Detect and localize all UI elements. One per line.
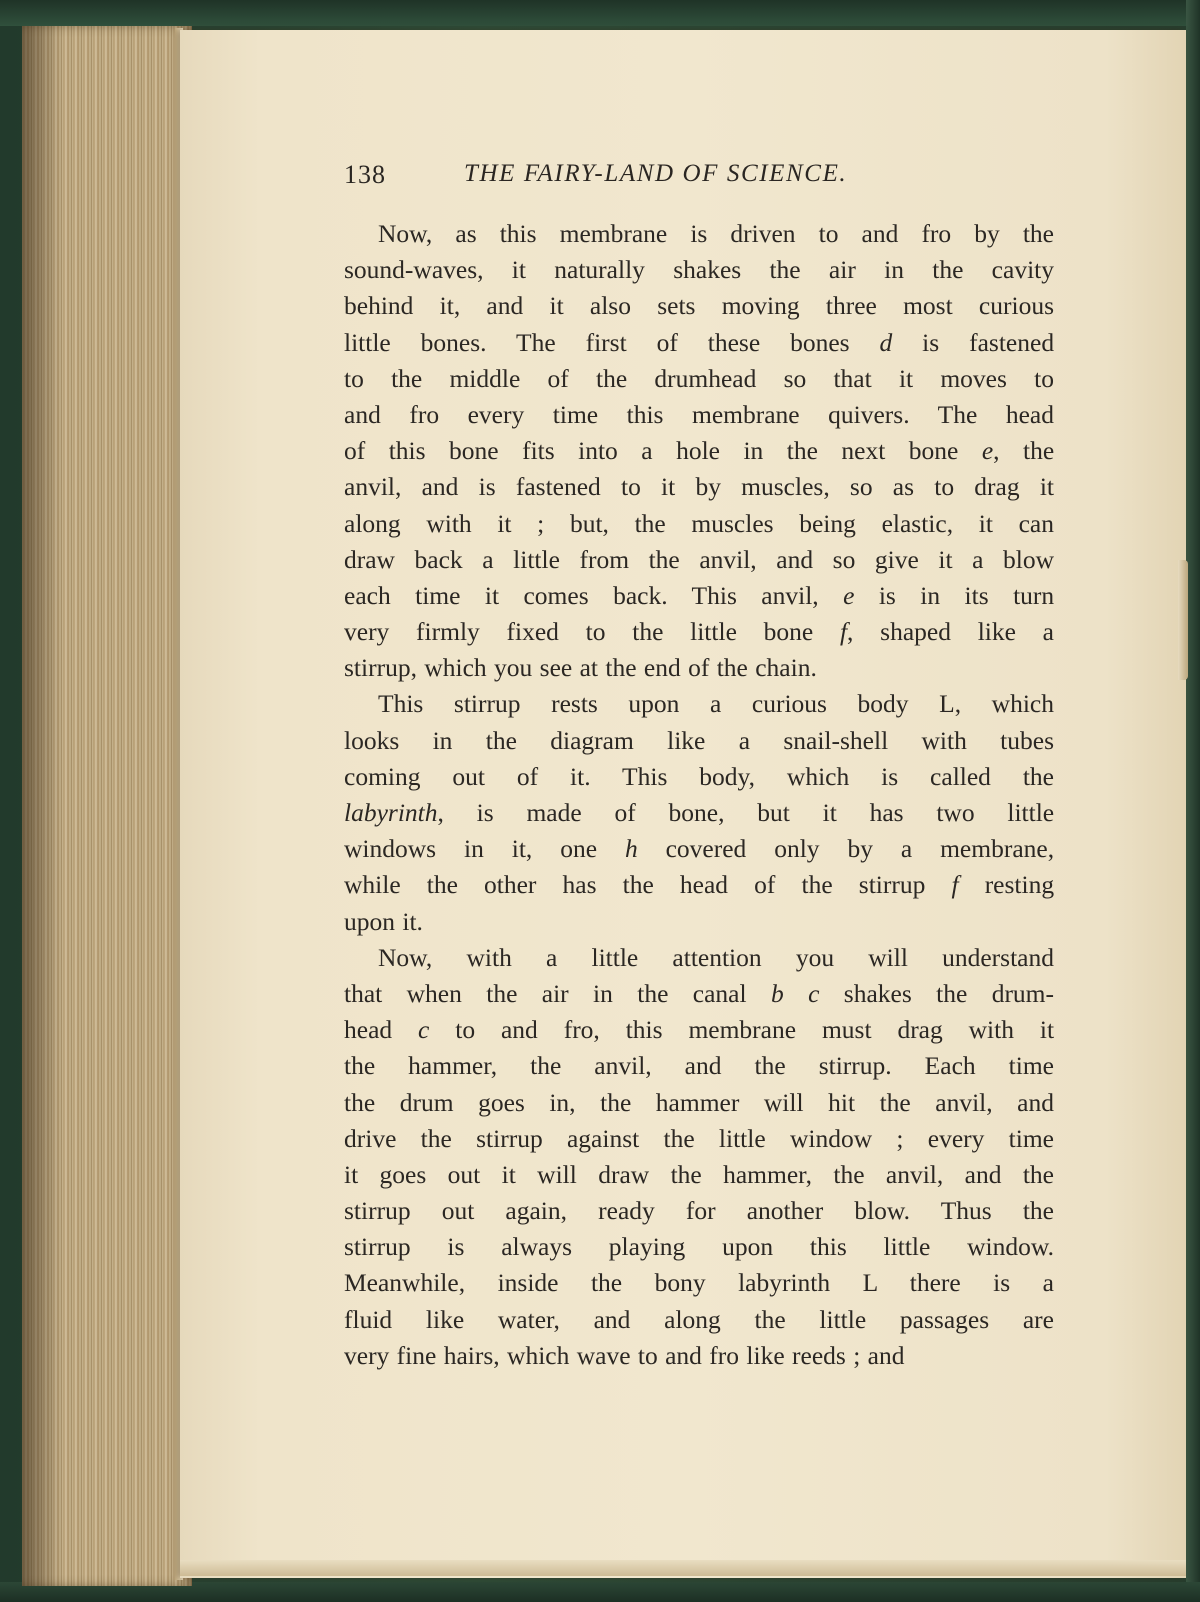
text-line: head c to and fro, this membrane must drag with it [344,1015,1055,1045]
text-line: Meanwhile, inside the bony labyrinth L there is a [344,1268,1054,1298]
paragraph [344,686,1054,939]
text-line: Now, with a little attention you will understand [378,942,1054,972]
text-line: each time it comes back. This anvil, e is in its turn [344,580,1055,610]
page-number: 138 [344,160,386,189]
text-line: little bones. The first of these bones d is fastened [344,327,1055,357]
text-line: draw back a little from the anvil, and so give it a blow [344,544,1054,574]
page-bottom-edge [180,1560,1186,1576]
text-line: stirrup is always playing upon this little window. [344,1232,1054,1262]
text-line: upon it. [344,906,423,936]
text-line: that when the air in the canal b c shakes the drum- [344,978,1055,1008]
book-cover-top [0,0,1200,26]
page-stack-edges [22,26,192,1586]
text-line: behind it, and it also sets moving three most curious [344,291,1054,321]
text-line: of this bone fits into a hole in the next bone e, the [344,436,1055,466]
book-cover-right [1186,0,1200,1602]
running-title: THE FAIRY-LAND OF SCIENCE. [464,160,848,187]
text-line: the drum goes in, the hammer will hit the anvil, and [344,1087,1054,1117]
text-line: stirrup out again, ready for another blow. Thus the [344,1196,1054,1226]
text-line: windows in it, one h covered only by a membrane, [344,834,1055,864]
text-line: labyrinth, is made of bone, but it has two little [344,798,1055,827]
text-line: coming out of it. This body, which is called the [344,761,1054,791]
text-line: while the other has the head of the stirrup f resting [344,870,1055,900]
paragraph [344,940,1054,1374]
text-line: and fro every time this membrane quivers. The head [344,399,1054,429]
text-line: anvil, and is fastened to it by muscles, so as to drag it [344,472,1054,502]
page-tab-edge [1178,560,1188,680]
text-line: the hammer, the anvil, and the stirrup. Each time [344,1051,1054,1081]
text-line: very fine hairs, which wave to and fro like reeds ; and [344,1340,905,1370]
text-line: Now, as this membrane is driven to and fro by the [378,219,1054,248]
text-line: along with it ; but, the muscles being elastic, it can [344,508,1054,538]
text-line: fluid like water, and along the little passages are [344,1304,1054,1334]
text-line: looks in the diagram like a snail-shell with tubes [344,725,1054,755]
text-line: This stirrup rests upon a curious body L, which [378,689,1054,719]
running-header [344,160,1054,196]
body-text [344,216,1054,1374]
text-line: sound-waves, it naturally shakes the air in the cavity [344,255,1054,285]
paragraph [344,216,1054,686]
text-line: to the middle of the drumhead so that it moves to [344,363,1054,393]
text-line: stirrup, which you see at the end of the chain. [344,653,817,683]
text-line: drive the stirrup against the little window ; every time [344,1123,1054,1153]
text-line: it goes out it will draw the hammer, the anvil, and the [344,1159,1054,1189]
text-line: very firmly fixed to the little bone f, shaped like a [344,617,1054,647]
